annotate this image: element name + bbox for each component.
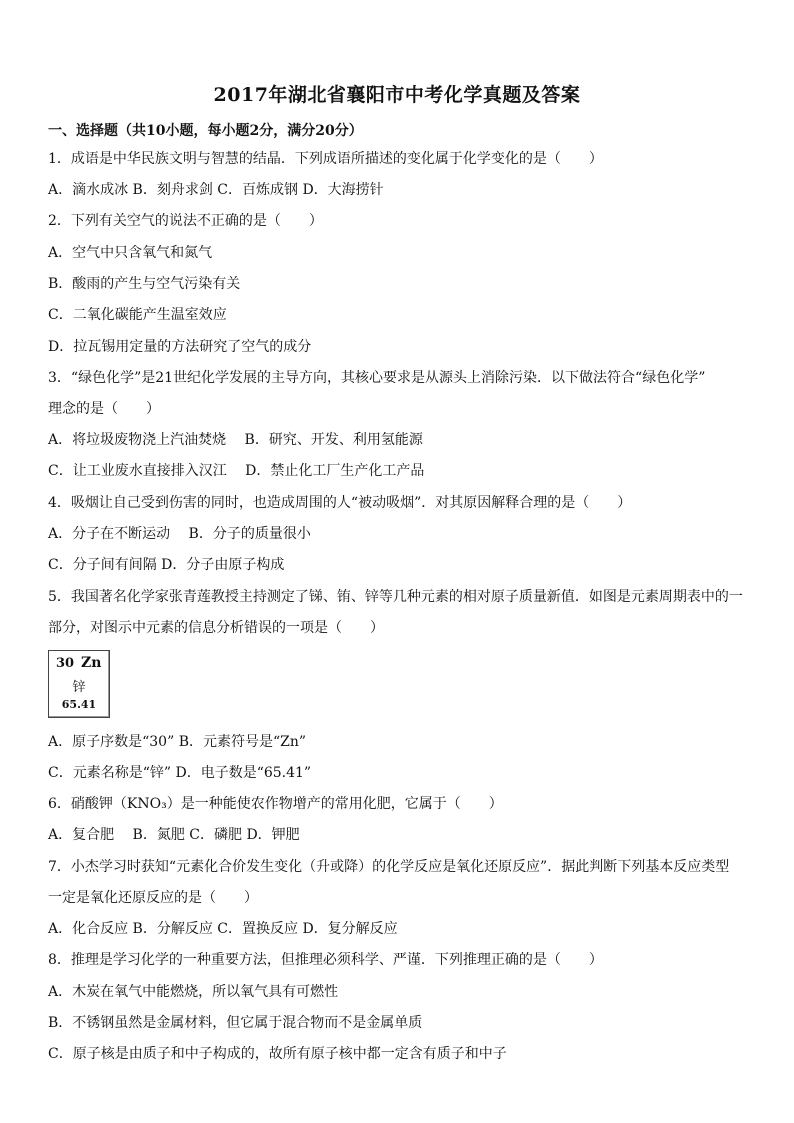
question-1-options: A．滴水成冰 B．刻舟求剑 C．百炼成钢 D．大海捞针 xyxy=(48,182,384,198)
question-7: 7．小杰学习时获知“元素化合价发生变化（升或降）的化学反应是氧化还原反应”．据此判断下列基本反应类型 xyxy=(48,859,730,875)
question-4-options-ab: A．分子在不断运动 B．分子的质量很小 xyxy=(48,526,311,542)
question-7-options: A．化合反应 B．分解反应 C．置换反应 D．复分解反应 xyxy=(48,921,398,937)
question-2-option-a: A．空气中只含氧气和氮气 xyxy=(48,245,213,261)
section-heading: 一、选择题（共10小题，每小题2分，满分20分） xyxy=(48,123,363,139)
element-symbol: Zn xyxy=(81,655,102,671)
question-6: 6．硝酸钾（KNO₃）是一种能使农作物增产的常用化肥，它属于（ ） xyxy=(48,796,503,812)
element-name: 锌 xyxy=(72,680,86,695)
question-1: 1．成语是中华民族文明与智慧的结晶．下列成语所描述的变化属于化学变化的是（ ） xyxy=(48,151,603,167)
question-5-options-ab: A．原子序数是“30” B．元素符号是“Zn” xyxy=(48,734,307,750)
question-3: 3．“绿色化学”是21世纪化学发展的主导方向，其核心要求是从源头上消除污染．以下做法符合“绿色化学” xyxy=(48,370,706,386)
question-2: 2．下列有关空气的说法不正确的是（ ） xyxy=(48,213,323,229)
question-8-option-a: A．木炭在氧气中能燃烧，所以氧气具有可燃性 xyxy=(48,984,339,1000)
question-8-option-b: B．不锈钢虽然是金属材料，但它属于混合物而不是金属单质 xyxy=(48,1015,423,1031)
question-2-option-d: D．拉瓦锡用定量的方法研究了空气的成分 xyxy=(48,339,312,355)
question-8-option-c: C．原子核是由质子和中子构成的，故所有原子核中都一定含有质子和中子 xyxy=(48,1046,507,1062)
element-tile-zinc xyxy=(48,650,110,718)
document-title: 2017年湖北省襄阳市中考化学真题及答案 xyxy=(213,84,581,106)
question-5-options-cd: C．元素名称是“锌” D．电子数是“65.41” xyxy=(48,765,312,781)
atomic-number: 30 xyxy=(56,656,75,671)
question-5: 5．我国著名化学家张青莲教授主持测定了锑、铕、锌等几种元素的相对原子质量新值．如图是元素周期表中的一 xyxy=(48,589,743,605)
question-7-continued: 一定是氧化还原反应的是（ ） xyxy=(48,890,258,906)
question-2-option-b: B．酸雨的产生与空气污染有关 xyxy=(48,276,241,292)
question-6-options: A．复合肥 B．氮肥 C．磷肥 D．钾肥 xyxy=(48,827,300,843)
question-3-options-cd: C．让工业废水直接排入汉江 D．禁止化工厂生产化工产品 xyxy=(48,463,425,479)
question-4: 4．吸烟让自己受到伤害的同时，也造成周围的人“被动吸烟”．对其原因解释合理的是（ ） xyxy=(48,495,632,511)
atomic-mass: 65.41 xyxy=(61,698,97,711)
question-4-options-cd: C．分子间有间隔 D．分子由原子构成 xyxy=(48,557,285,573)
question-5-continued: 部分，对图示中元素的信息分析错误的一项是（ ） xyxy=(48,620,384,636)
question-3-continued: 理念的是（ ） xyxy=(48,401,160,417)
question-2-option-c: C．二氧化碳能产生温室效应 xyxy=(48,307,227,323)
question-3-options-ab: A．将垃圾废物浇上汽油焚烧 B．研究、开发、利用氢能源 xyxy=(48,432,423,448)
question-8: 8．推理是学习化学的一种重要方法，但推理必须科学、严谨．下列推理正确的是（ ） xyxy=(48,952,603,968)
